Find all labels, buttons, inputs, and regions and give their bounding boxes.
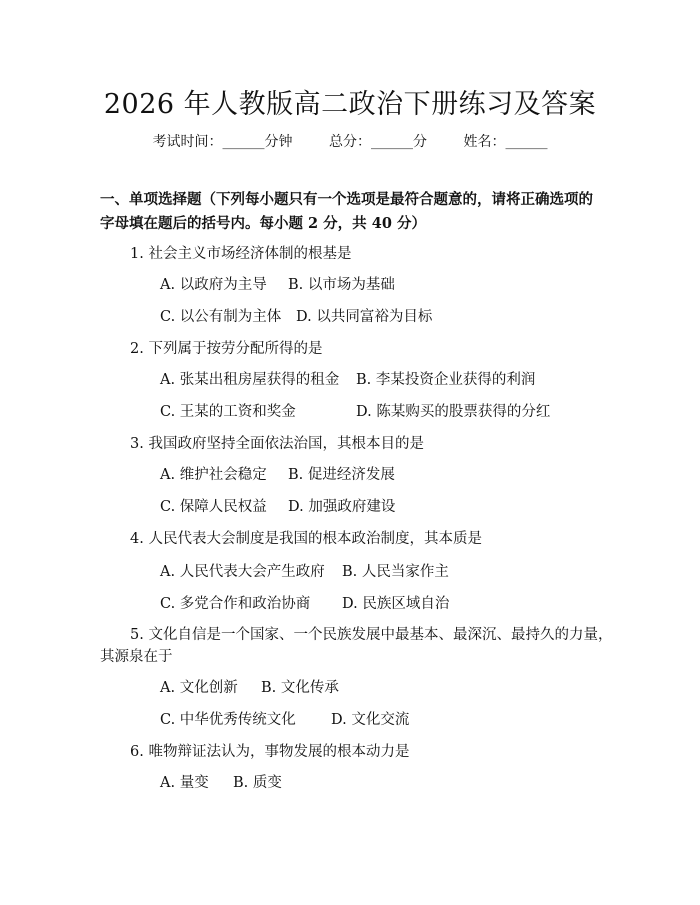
option-d: D. 以共同富裕为目标 [296, 309, 433, 325]
option-c: C. 多党合作和政治协商 [160, 596, 311, 612]
option-c: C. 中华优秀传统文化 [160, 712, 296, 728]
option-d: D. 加强政府建设 [288, 499, 396, 515]
exam-meta [0, 131, 700, 151]
question-stem: 3. 我国政府坚持全面依法治国，其根本目的是 [130, 436, 424, 452]
option-b: B. 促进经济发展 [288, 467, 395, 483]
option-a: A. 量变 [160, 775, 209, 791]
question-stem: 5. 文化自信是一个国家、一个民族发展中最基本、最深沉、最持久的力量， [130, 627, 613, 643]
question-stem-continued: 其源泉在于 [100, 649, 173, 665]
document-title: 2026 年人教版高二政治下册练习及答案 [103, 89, 597, 120]
question-stem: 2. 下列属于按劳分配所得的是 [130, 341, 323, 357]
option-a: A. 以政府为主导 [160, 277, 267, 293]
option-b: B. 以市场为基础 [288, 277, 395, 293]
option-b: B. 文化传承 [261, 680, 339, 696]
name-field: 姓名：______ [463, 134, 548, 150]
option-a: A. 文化创新 [160, 680, 238, 696]
option-c: C. 以公有制为主体 [160, 309, 282, 325]
question-stem: 4. 人民代表大会制度是我国的根本政治制度，其本质是 [130, 531, 482, 547]
section-heading: 一、单项选择题（下列每小题只有一个选项是最符合题意的，请将正确选项的字母填在题后的括号内。每小题 2 分，共 40 分） [100, 191, 593, 232]
exam-time-field: 考试时间：______分钟 [152, 134, 293, 150]
option-d: D. 民族区域自治 [342, 596, 450, 612]
option-d: D. 文化交流 [331, 712, 410, 728]
option-d: D. 陈某购买的股票获得的分红 [356, 404, 551, 420]
question-stem: 6. 唯物辩证法认为，事物发展的根本动力是 [130, 744, 410, 760]
option-a: A. 张某出租房屋获得的租金 [160, 372, 340, 388]
option-b: B. 质变 [233, 775, 282, 791]
option-c: C. 保障人民权益 [160, 499, 267, 515]
question-stem: 1. 社会主义市场经济体制的根基是 [130, 246, 352, 262]
option-c: C. 王某的工资和奖金 [160, 404, 296, 420]
option-b: B. 人民当家作主 [342, 564, 449, 580]
option-b: B. 李某投资企业获得的利润 [356, 372, 536, 388]
option-a: A. 维护社会稳定 [160, 467, 267, 483]
total-score-field: 总分：______分 [329, 134, 427, 150]
option-a: A. 人民代表大会产生政府 [160, 564, 325, 580]
